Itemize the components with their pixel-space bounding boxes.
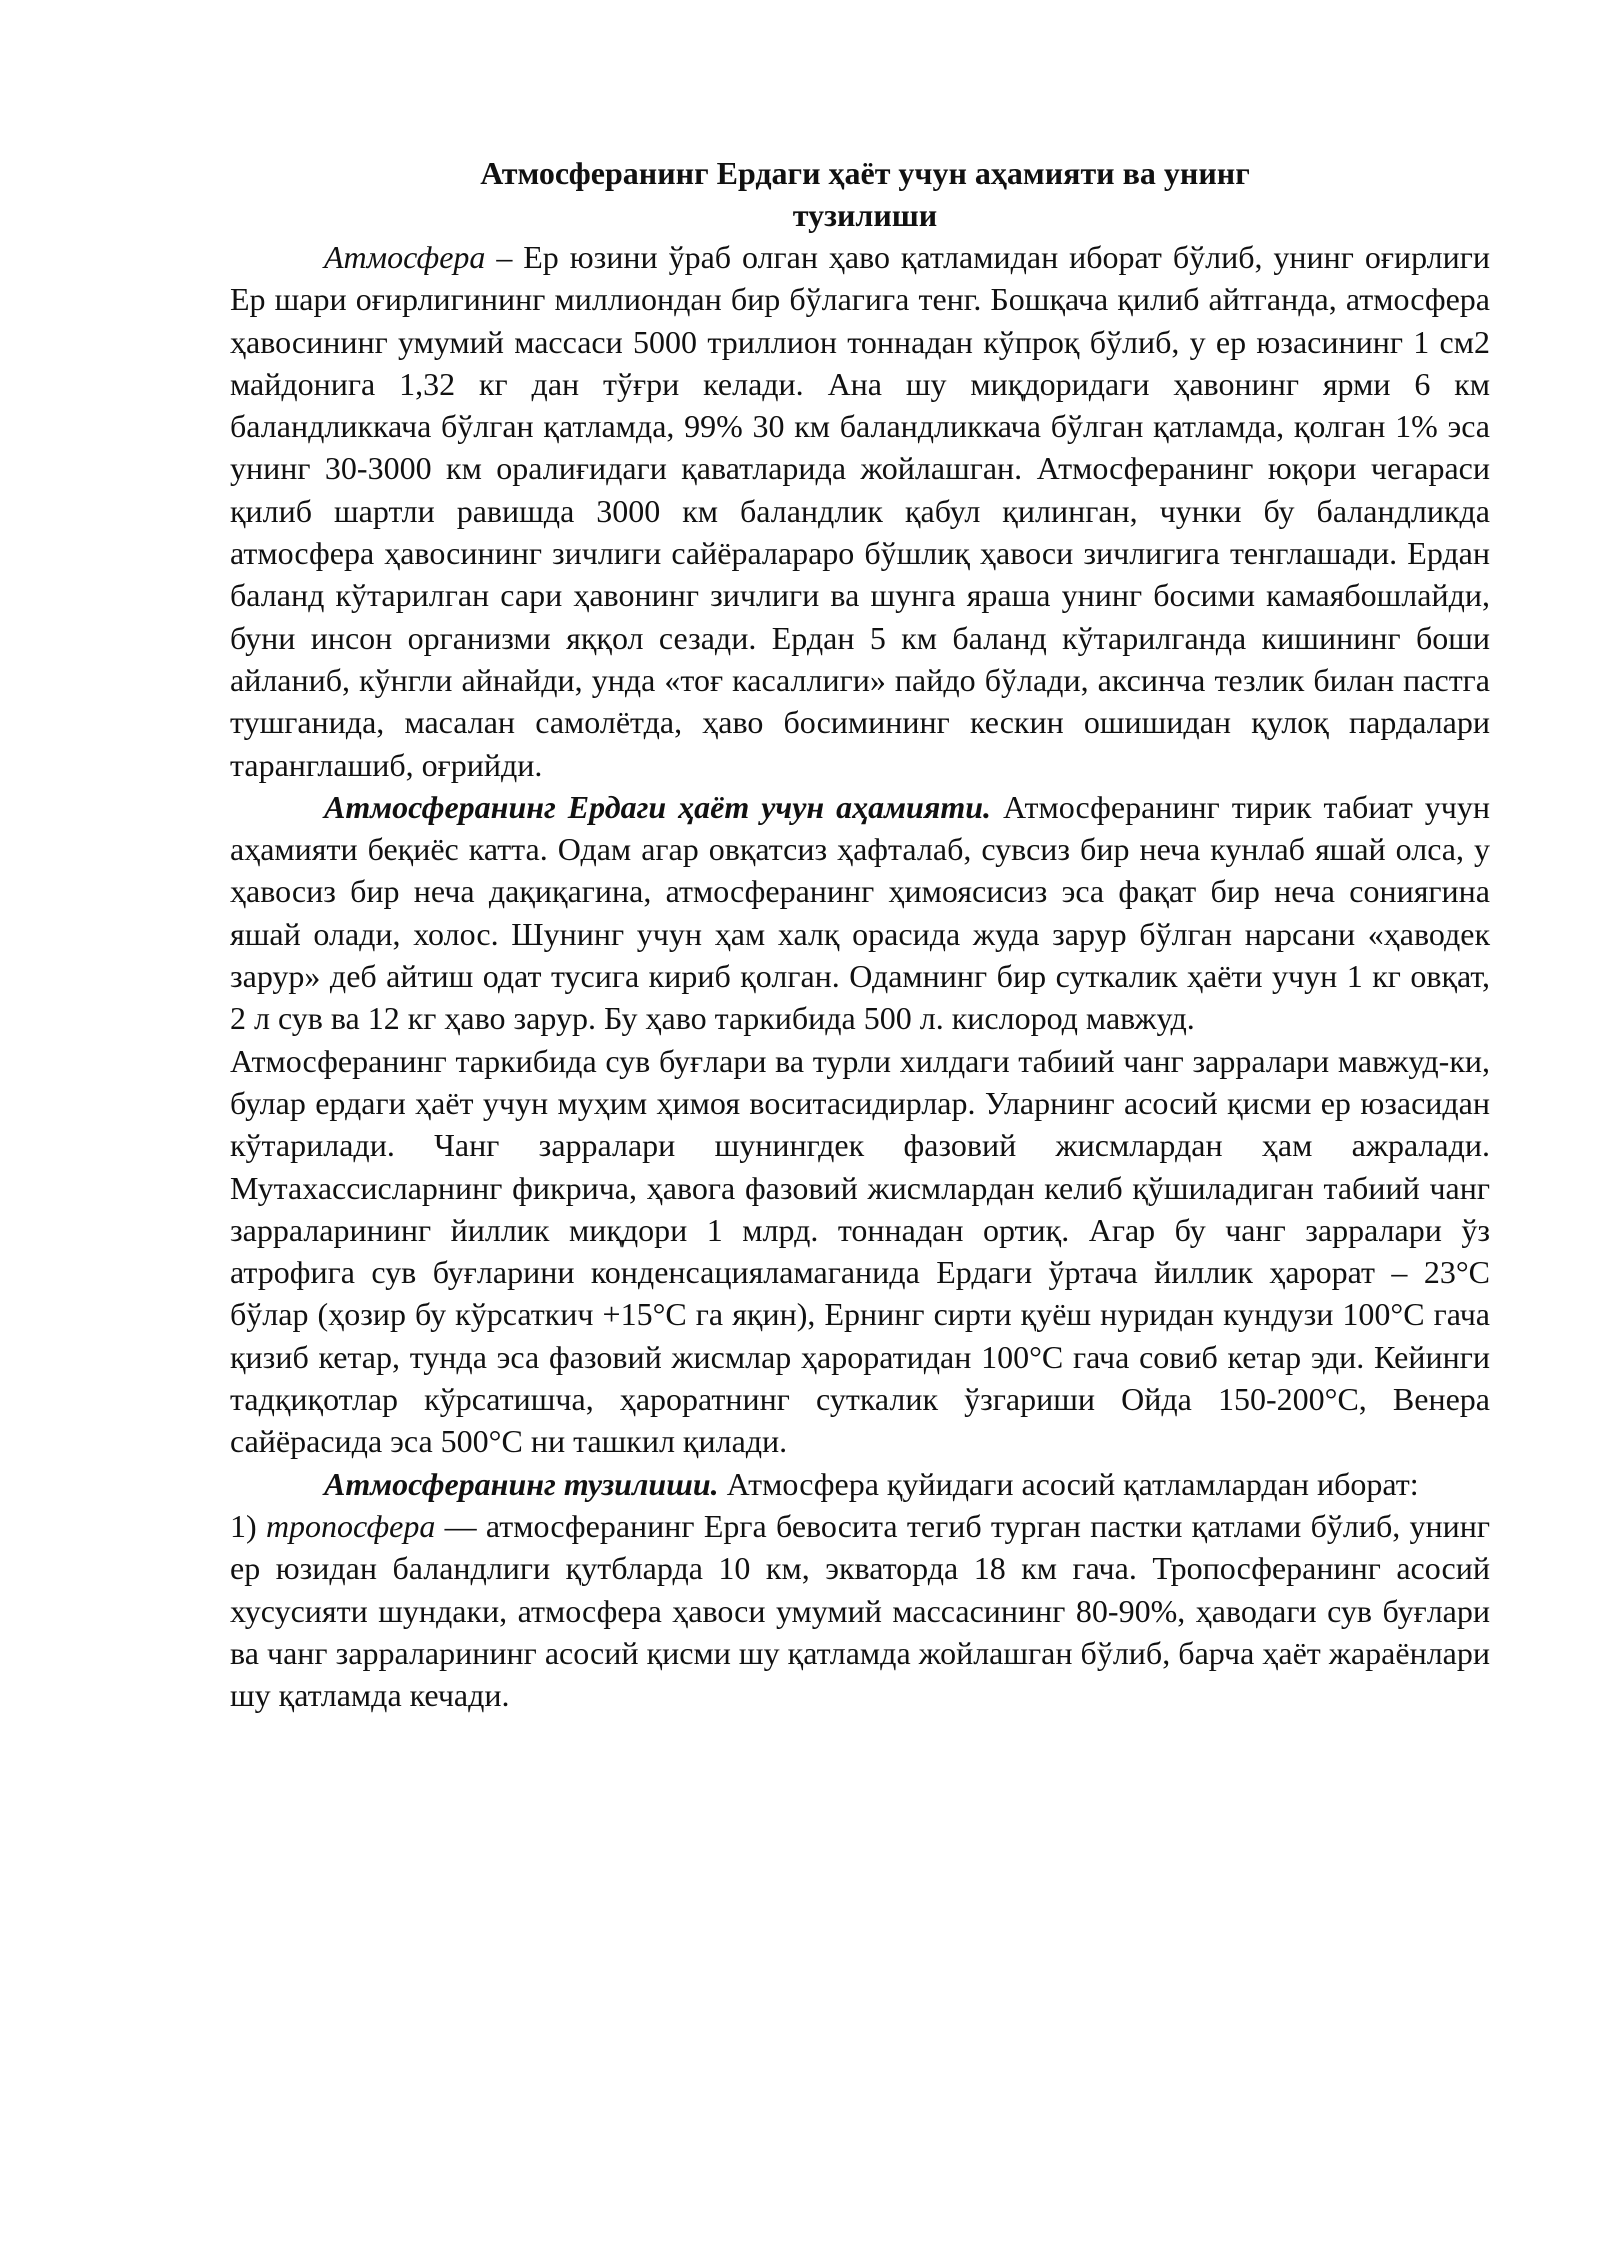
section-heading-structure: Атмосферанинг тузилиши. [324,1465,719,1502]
title-line-1: Атмосферанинг Ердаги ҳаёт учун аҳамияти ва унинг [480,155,1250,191]
section-heading-importance: Атмосферанинг Ердаги ҳаёт учун аҳамияти. [324,788,992,825]
term-atmosphere: Атмосфера [324,239,486,275]
list-number: 1) [230,1507,266,1544]
paragraph-text: — атмосферанинг Ерга бевосита тегиб турган пастки қатлами бўлиб, унинг ер юзидан баландлиги қутбларда 10 км, экваторда 18 км гача. Тропосферанинг асосий хусусияти шундаки, атмосфера ҳавоси умумий массасининг 80-90%, ҳаводаги сув буғлари ва чанг зарраларининг асосий қисми шу қатламда жойлашган бўлиб, барча ҳаёт жараёнлари шу қатламда кечади. [230,1507,1491,1714]
document-title [230,152,1490,236]
paragraph-text: Атмосфера қуйидаги асосий қатламлардан иборат: [718,1465,1419,1502]
paragraph-importance [230,786,1490,1040]
paragraph-structure [230,1463,1490,1505]
paragraph-text: – Ер юзини ўраб олган ҳаво қатламидан иборат бўлиб, унинг оғирлиги Ер шари оғирлигининг миллиондан бир бўлагига тенг. Бошқача қилиб айтганда, атмосфера ҳавосининг умумий массаси 5000 триллион тоннадан кўпроқ бўлиб, у ер юзасининг 1 см2 майдонига 1,32 кг дан тўғри келади. Ана шу миқдоридаги ҳавонинг ярми 6 км баландликкача бўлган қатламда, 99% 30 км баландликкача бўлган қатламда, қолган 1% эса унинг 30-3000 км оралиғидаги қаватларида жойлашган. Атмосферанинг юқори чегараси қилиб шартли равишда 3000 км баландлик қабул қилинган, чунки бу баландликда атмосфера ҳавосининг зичлиги сайёралараро бўшлиқ ҳавоси зичлигига тенглашади. Ердан баланд кўтарилган сари ҳавонинг зичлиги ва шунга яраша унинг босими камаябошлайди, буни инсон организми яққол сезади. Ердан 5 км баланд кўтарилганда кишининг боши айланиб, кўнгли айнайди, унда «тоғ касаллиги» пайдо бўлади, аксинча тезлик билан пастга тушганида, масалан самолётда, ҳаво босимининг кескин ошишидан қулоқ пардалари таранглашиб, оғрийди. [230,239,1490,783]
document-body [230,152,1490,1716]
paragraph-text: Атмосферанинг тирик табиат учун аҳамияти беқиёс катта. Одам агар овқатсиз ҳафталаб, сувсиз бир неча кунлаб яшай олса, у ҳавосиз бир неча дақиқагина, атмосферанинг ҳимоясисиз эса фақат бир неча сониягина яшай олади, холос. Шунинг учун ҳам халқ орасида жуда зарур бўлган нарсани «ҳаводек зарур» деб айтиш одат тусига кириб қолган. Одамнинг бир суткалик ҳаёти учун 1 кг овқат, 2 л сув ва 12 кг ҳаво зарур. Бу ҳаво таркибида 500 л. кислород мавжуд. [230,788,1491,1037]
term-troposphere: тропосфера [265,1507,436,1544]
paragraph-text: Атмосферанинг таркибида сув буғлари ва турли хилдаги табиий чанг зарралари мавжуд-ки, булар ердаги ҳаёт учун муҳим ҳимоя воситасидирлар. Уларнинг асосий қисми ер юзасидан кўтарилади. Чанг зарралари шунингдек фазовий жисмлардан ҳам ажралади. Мутахассисларнинг фикрича, ҳавога фазовий жисмлардан келиб қўшиладиган табиий чанг зарраларининг йиллик миқдори 1 млрд. тоннадан ортиқ. Агар бу чанг зарралари ўз атрофига сув буғларини конденсацияламаганида Ердаги ўртача йиллик ҳарорат – 23°С бўлар (ҳозир бу кўрсаткич +15°С га яқин), Ернинг сирти қуёш нуридан кундузи 100°С гача қизиб кетар, тунда эса фазовий жисмлар ҳароратидан 100°С гача совиб кетар эди. Кейинги тадқиқотлар кўрсатишча, ҳароратнинг суткалик ўзгариши Ойда 150-200°С, Венера сайёрасида эса 500°С ни ташкил қилади. [230,1042,1490,1460]
title-line-2: тузилиши [792,197,938,233]
paragraph-composition [230,1040,1490,1463]
paragraph-troposphere [230,1505,1490,1716]
paragraph-atmosphere-definition [230,236,1490,786]
